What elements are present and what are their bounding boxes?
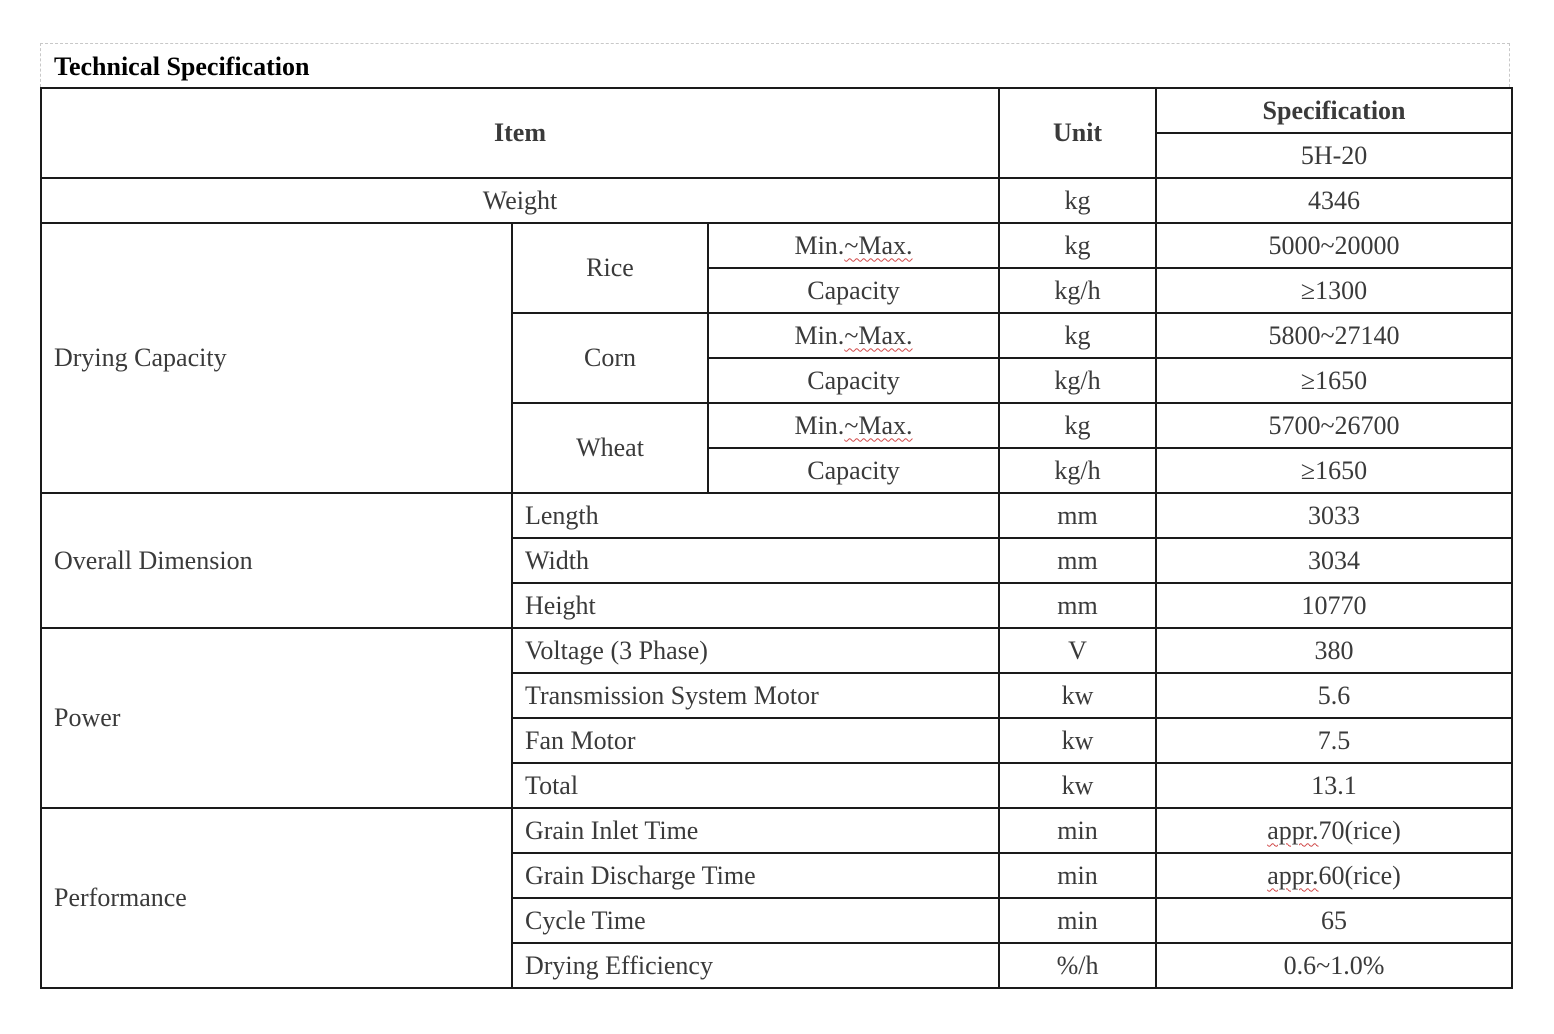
value-squiggle: appr. [1267, 815, 1319, 845]
unit-cell: kw [999, 763, 1156, 808]
value-cell: 5000~20000 [1156, 223, 1512, 268]
minmax-prefix: Min. [794, 410, 845, 440]
row-label: Length [512, 493, 999, 538]
unit-cell: kg [999, 313, 1156, 358]
header-model: 5H-20 [1156, 133, 1512, 178]
capacity-label: Capacity [708, 358, 999, 403]
value-cell: 5700~26700 [1156, 403, 1512, 448]
header-unit: Unit [999, 88, 1156, 178]
table-row [41, 493, 1512, 538]
minmax-label [708, 403, 999, 448]
value-cell: 4346 [1156, 178, 1512, 223]
weight-label: Weight [41, 178, 999, 223]
capacity-label: Capacity [708, 268, 999, 313]
value-squiggle: appr. [1267, 860, 1319, 890]
minmax-label [708, 223, 999, 268]
row-label: Grain Inlet Time [512, 808, 999, 853]
value-cell [1156, 808, 1512, 853]
row-label: Total [512, 763, 999, 808]
minmax-prefix: Min. [794, 320, 845, 350]
unit-cell: kg/h [999, 268, 1156, 313]
value-cell: 5.6 [1156, 673, 1512, 718]
value-cell: ≥1650 [1156, 358, 1512, 403]
unit-cell: kg/h [999, 448, 1156, 493]
header-specification: Specification [1156, 88, 1512, 133]
unit-cell: V [999, 628, 1156, 673]
minmax-squiggle: ~Max. [844, 320, 913, 350]
grain-name: Wheat [512, 403, 708, 493]
spec-table [40, 87, 1513, 989]
value-cell: 3034 [1156, 538, 1512, 583]
grain-name: Corn [512, 313, 708, 403]
row-label: Cycle Time [512, 898, 999, 943]
value-rest: 70(rice) [1318, 815, 1401, 845]
unit-cell: kg [999, 223, 1156, 268]
overall-dimension-label: Overall Dimension [41, 493, 512, 628]
row-label: Fan Motor [512, 718, 999, 763]
unit-cell: %/h [999, 943, 1156, 988]
drying-capacity-label: Drying Capacity [41, 223, 512, 493]
minmax-prefix: Min. [794, 230, 845, 260]
unit-cell: min [999, 898, 1156, 943]
capacity-label: Capacity [708, 448, 999, 493]
value-cell: 7.5 [1156, 718, 1512, 763]
row-label: Transmission System Motor [512, 673, 999, 718]
unit-cell: min [999, 808, 1156, 853]
value-cell: 380 [1156, 628, 1512, 673]
page-title: Technical Specification [54, 52, 310, 81]
row-label: Width [512, 538, 999, 583]
performance-label: Performance [41, 808, 512, 988]
unit-cell: kw [999, 673, 1156, 718]
grain-name: Rice [512, 223, 708, 313]
minmax-label [708, 313, 999, 358]
value-cell [1156, 853, 1512, 898]
value-cell: ≥1300 [1156, 268, 1512, 313]
value-cell: ≥1650 [1156, 448, 1512, 493]
minmax-squiggle: ~Max. [844, 410, 913, 440]
table-row [41, 178, 1512, 223]
header-item: Item [41, 88, 999, 178]
value-cell: 3033 [1156, 493, 1512, 538]
minmax-squiggle: ~Max. [844, 230, 913, 260]
table-row [41, 223, 1512, 268]
table-row [41, 808, 1512, 853]
value-cell: 65 [1156, 898, 1512, 943]
header-row [41, 88, 1512, 133]
row-label: Drying Efficiency [512, 943, 999, 988]
unit-cell: mm [999, 583, 1156, 628]
unit-cell: mm [999, 493, 1156, 538]
row-label: Voltage (3 Phase) [512, 628, 999, 673]
row-label: Grain Discharge Time [512, 853, 999, 898]
unit-cell: kg [999, 403, 1156, 448]
unit-cell: min [999, 853, 1156, 898]
value-cell: 0.6~1.0% [1156, 943, 1512, 988]
unit-cell: kg/h [999, 358, 1156, 403]
value-cell: 10770 [1156, 583, 1512, 628]
unit-cell: kg [999, 178, 1156, 223]
unit-cell: mm [999, 538, 1156, 583]
value-cell: 13.1 [1156, 763, 1512, 808]
value-rest: 60(rice) [1318, 860, 1401, 890]
table-row [41, 628, 1512, 673]
row-label: Height [512, 583, 999, 628]
power-label: Power [41, 628, 512, 808]
unit-cell: kw [999, 718, 1156, 763]
value-cell: 5800~27140 [1156, 313, 1512, 358]
